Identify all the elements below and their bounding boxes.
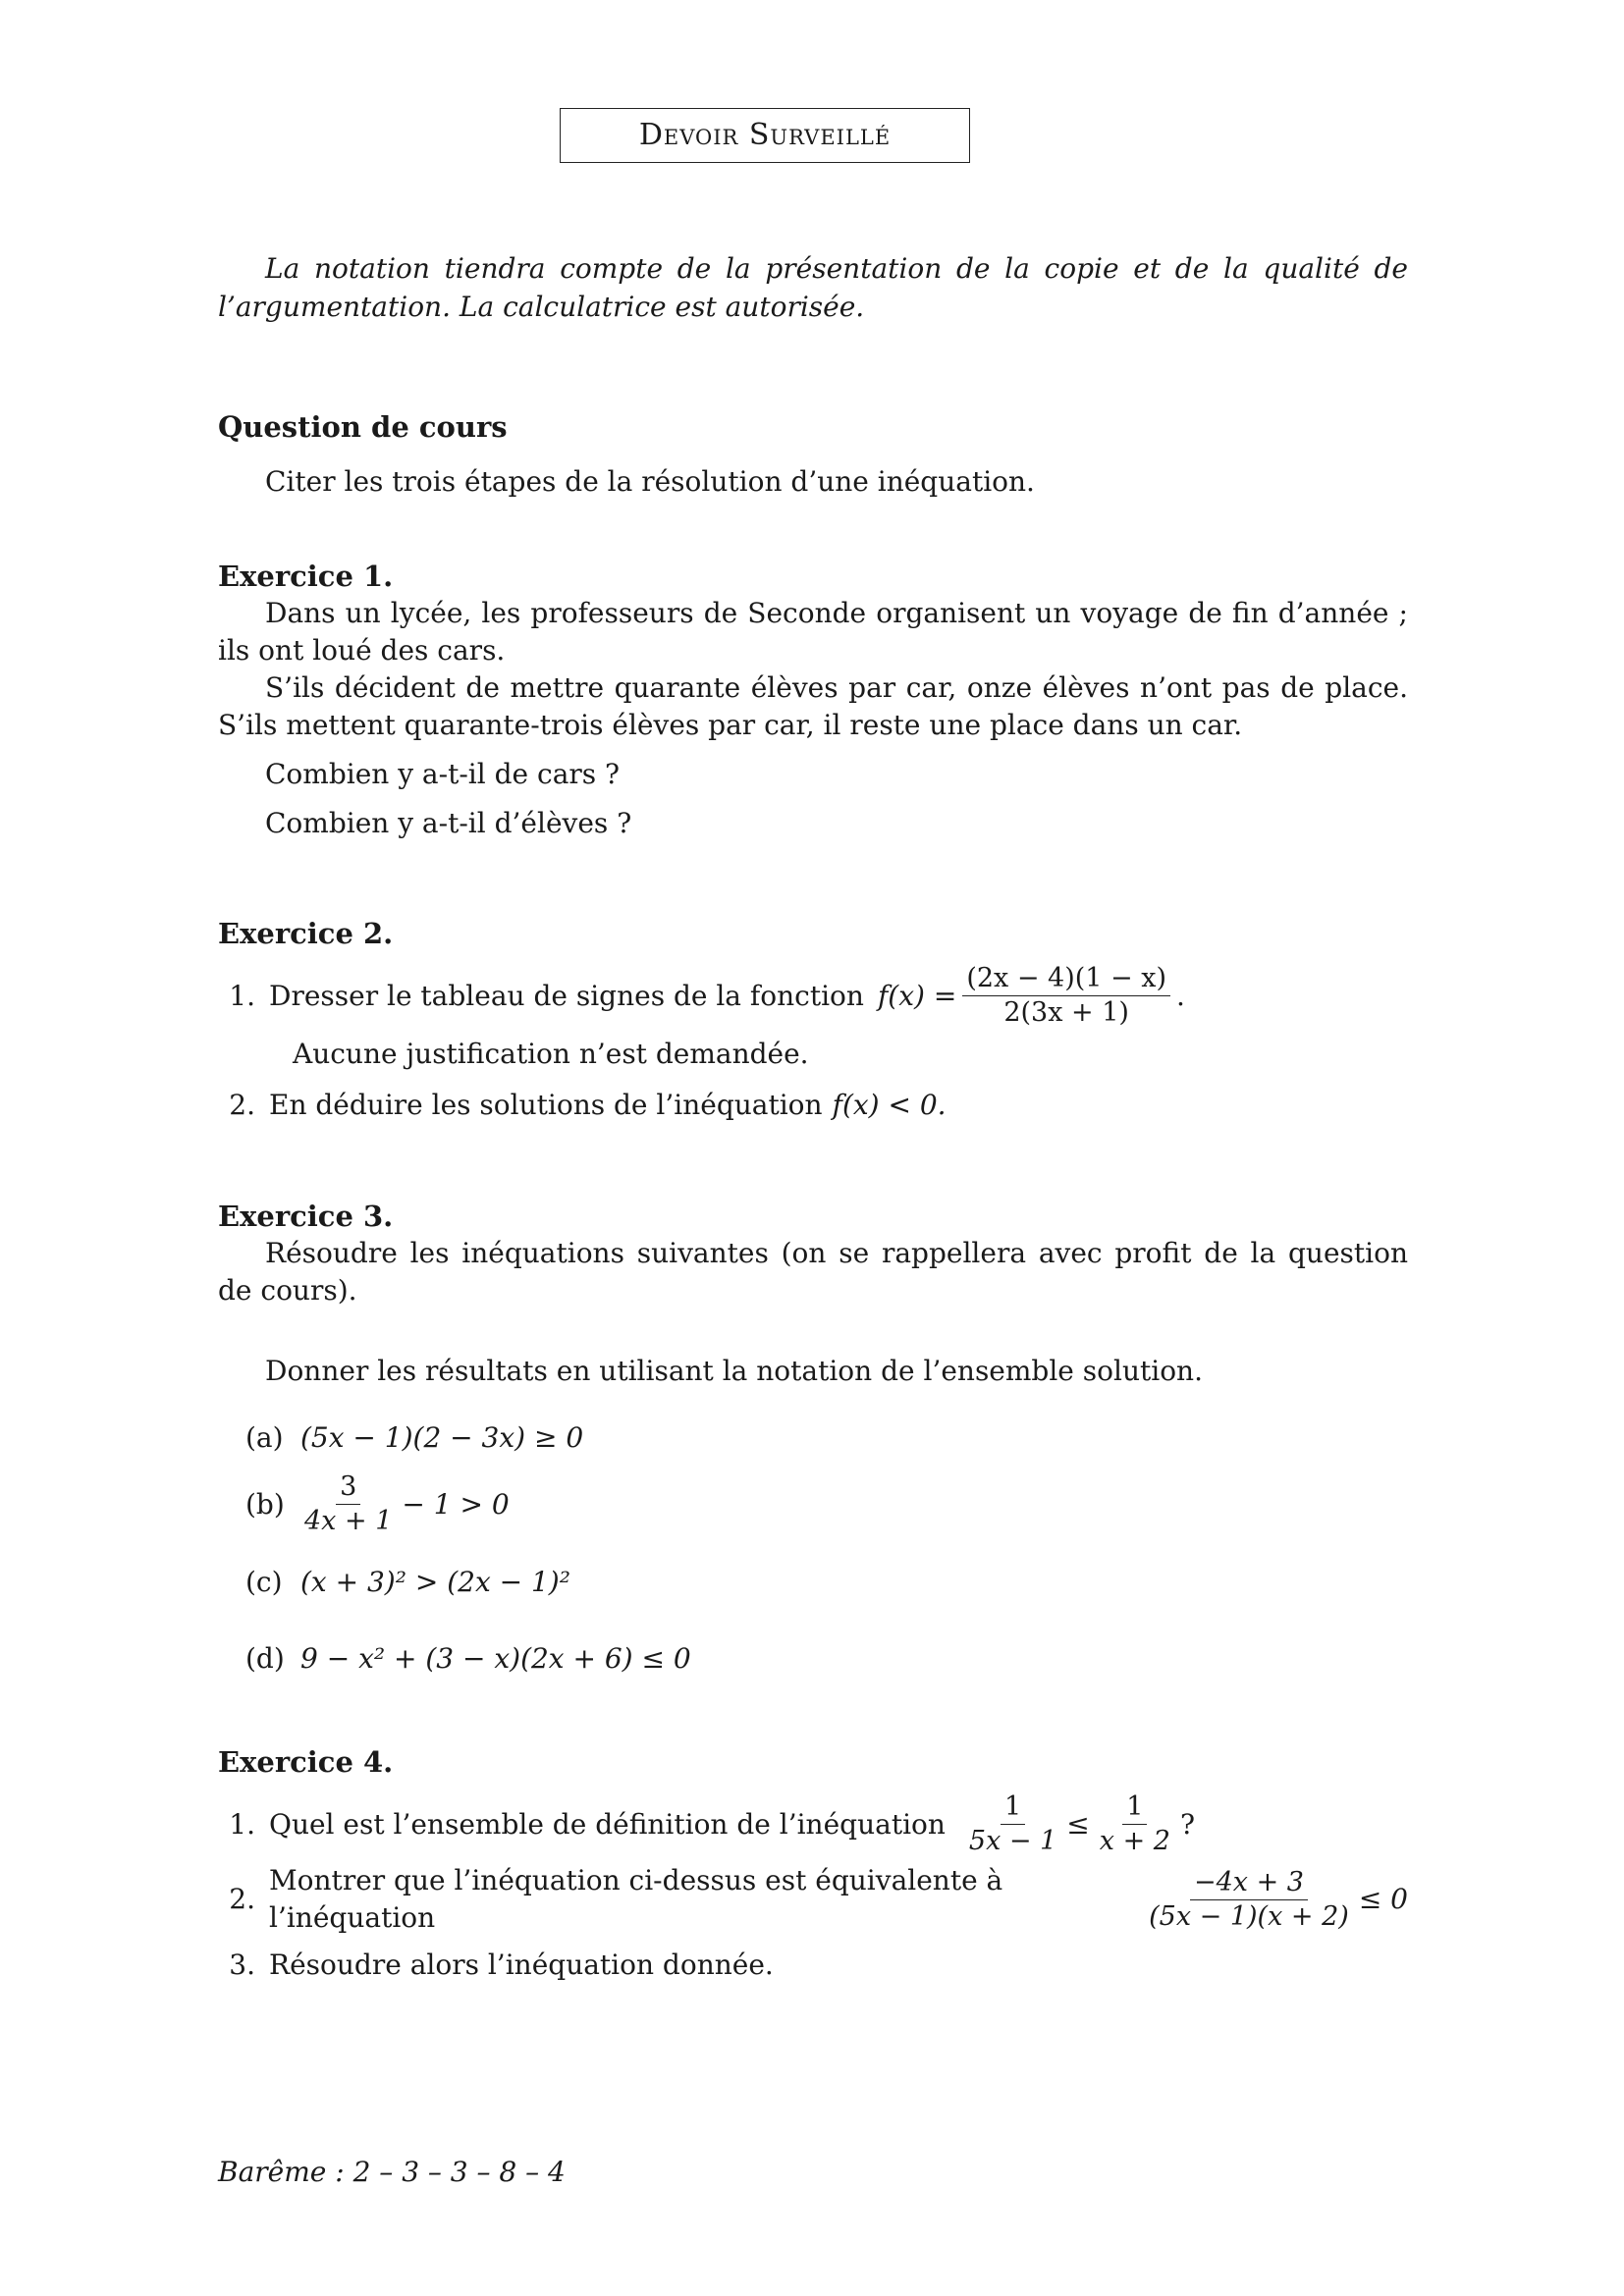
ex1-paragraph-1: Dans un lycée, les professeurs de Seconde organisent un voyage de fin d’année ; ils ont loué des cars. — [218, 597, 1408, 667]
ex3-paragraph-1: Résoudre les inéquations suivantes (on se rappellera avec profit de la question de cours). — [218, 1237, 1408, 1307]
intro-text: La notation tiendra compte de la présentation de la copie et de la qualité de l’argumentation. La calculatrice est autorisée. — [218, 252, 1408, 323]
ex3-title: Exercice 3. — [218, 1200, 394, 1233]
item-text: Montrer que l’inéquation ci-dessus est équivalente à l’inéquation — [269, 1864, 1003, 1934]
fraction-left — [965, 1790, 1060, 1858]
item-number: 2. — [229, 1089, 255, 1121]
ex2-item-2 — [218, 1087, 1408, 1124]
operator: ≤ — [1066, 1807, 1090, 1841]
ex1-question-2: Combien y a-t-il d’élèves ? — [265, 807, 632, 839]
ex4-item-3 — [218, 1947, 1408, 1984]
item-expr: ≤ 0 — [1358, 1883, 1408, 1915]
item-text: En déduire les solutions de l’inéquation — [269, 1089, 823, 1121]
ex3-item-a — [218, 1419, 1408, 1457]
item-expr: (x + 3)² > (2x − 1)² — [300, 1566, 570, 1598]
item-number: 1. — [229, 979, 255, 1012]
fraction-numerator: 3 — [336, 1470, 360, 1505]
function-fraction — [962, 962, 1170, 1030]
cours-text: Citer les trois étapes de la résolution d’une inéquation. — [265, 465, 1035, 498]
fraction-equivalent — [1145, 1866, 1353, 1934]
section-ex2 — [218, 915, 1408, 1124]
fraction-numerator: 1 — [1122, 1790, 1147, 1825]
item-label: (d) — [245, 1642, 285, 1675]
page-title: Devoir Surveillé — [560, 108, 970, 163]
section-ex1 — [218, 558, 1408, 842]
item-number: 3. — [229, 1949, 255, 1981]
fraction-denominator: 5x − 1 — [968, 1826, 1057, 1856]
fraction-denominator: 4x + 1 — [304, 1506, 393, 1536]
fraction-numerator: −4x + 3 — [1190, 1866, 1308, 1900]
ex1-question-1: Combien y a-t-il de cars ? — [265, 758, 621, 790]
ex4-item-1 — [218, 1790, 1408, 1858]
fraction-right — [1096, 1790, 1174, 1858]
ex4-title: Exercice 4. — [218, 1745, 394, 1779]
ex1-paragraph-2: S’ils décident de mettre quarante élèves par car, onze élèves n’ont pas de place. S’ils mettent quarante-trois élèves par car, il reste une place dans un car. — [218, 671, 1408, 741]
cours-title: Question de cours — [218, 410, 508, 444]
question-mark: ? — [1179, 1807, 1195, 1841]
ex3-item-d — [218, 1640, 1408, 1678]
ex2-note: Aucune justification n’est demandée. — [293, 1038, 809, 1070]
section-ex4 — [218, 1743, 1408, 1984]
item-label: (c) — [245, 1566, 283, 1598]
item-label: (a) — [245, 1421, 284, 1454]
ex3-paragraph-2: Donner les résultats en utilisant la notation de l’ensemble solution. — [265, 1355, 1203, 1387]
bareme: Barême : 2 – 3 – 3 – 8 – 4 — [218, 2156, 566, 2188]
fraction-numerator: 1 — [1001, 1790, 1025, 1825]
item-number: 2. — [229, 1883, 255, 1915]
item-text: Dresser le tableau de signes de la fonction — [269, 979, 864, 1012]
item-expr: 9 − x² + (3 − x)(2x + 6) ≤ 0 — [300, 1642, 691, 1675]
fraction-denominator: x + 2 — [1099, 1826, 1170, 1856]
item-expr: − 1 > 0 — [402, 1487, 510, 1521]
ex3-item-b — [218, 1470, 1408, 1538]
item-label: (b) — [245, 1487, 285, 1521]
ex2-title: Exercice 2. — [218, 917, 394, 950]
item-text: Résoudre alors l’inéquation donnée. — [269, 1949, 774, 1981]
ex2-item-1: 1. Dresser le tableau de signes de la fonction f(x) = $\frac{(2x - 4)(1 - x)}{2(3x + 1)}$ . — [218, 962, 1408, 1030]
item-fraction — [300, 1470, 396, 1538]
fraction-denominator: 2(3x + 1) — [1003, 997, 1129, 1028]
ex3-item-c — [218, 1564, 1408, 1601]
ex4-item-2 — [218, 1862, 1408, 1937]
section-cours — [218, 408, 1408, 501]
item-expr: (5x − 1)(2 − 3x) ≥ 0 — [300, 1421, 584, 1454]
fraction-numerator: (2x − 4)(1 − x) — [962, 962, 1170, 996]
inequation-expr: f(x) < 0. — [832, 1089, 947, 1121]
ex1-title: Exercice 1. — [218, 560, 394, 593]
item-number: 1. — [229, 1807, 255, 1841]
fraction-denominator: (5x − 1)(x + 2) — [1149, 1900, 1349, 1932]
section-ex3 — [218, 1198, 1408, 1678]
item-text: Quel est l’ensemble de définition de l’inéquation — [269, 1807, 946, 1841]
function-lhs: f(x) = — [877, 979, 957, 1012]
